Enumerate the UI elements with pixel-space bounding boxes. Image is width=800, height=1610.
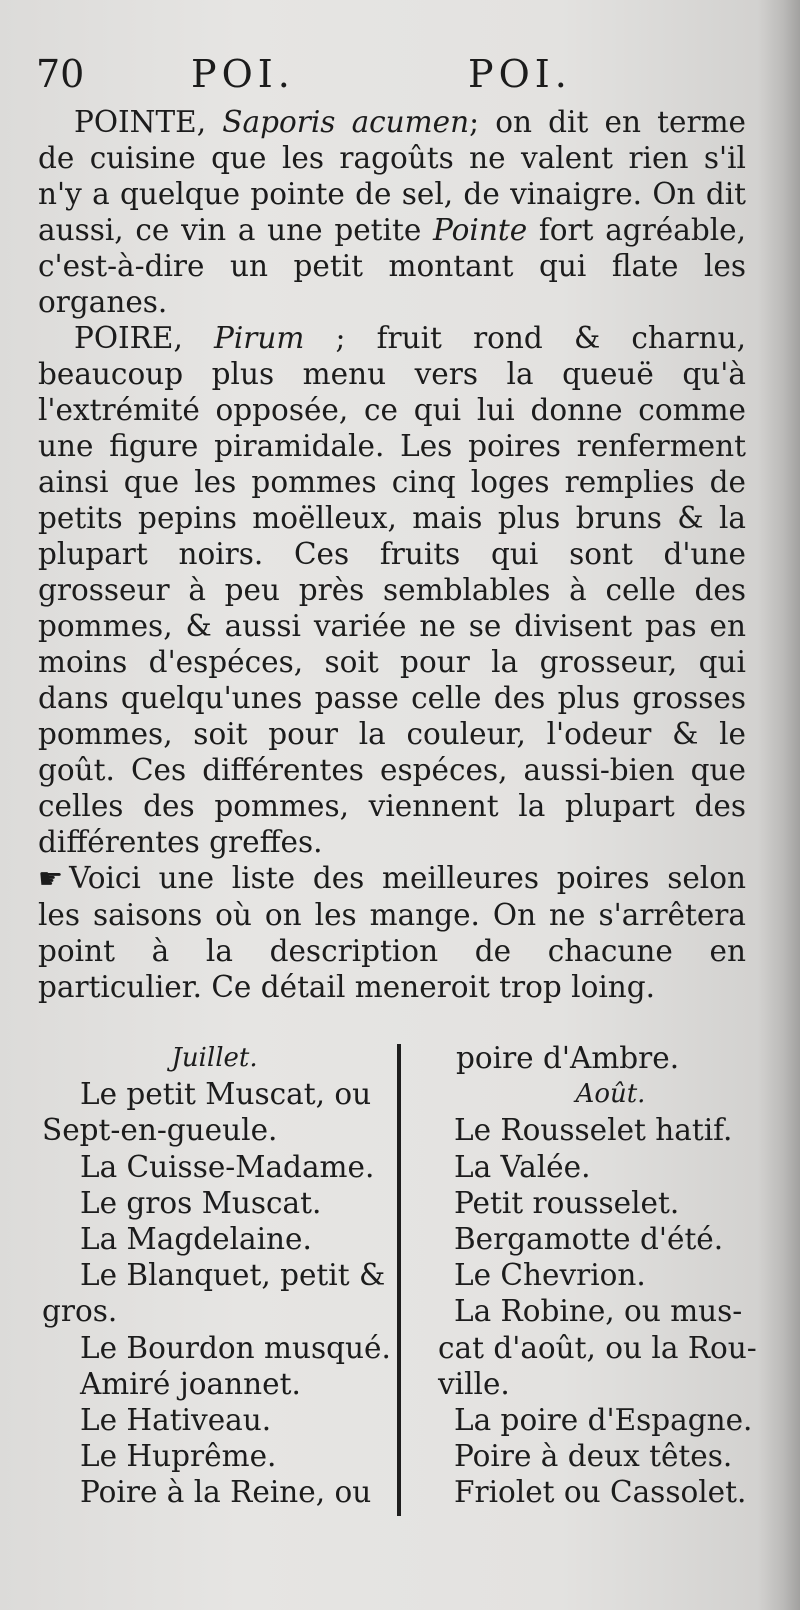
note-text: Voici une liste des meilleures poires selon les saisons où on les mange. On ne s'arrêtera point à la description de chacune en particulier. Ce détail meneroit trop loing. — [38, 861, 746, 1004]
list-item: Bergamotte d'été. — [454, 1222, 724, 1257]
pointing-hand-icon: ☛ — [38, 862, 64, 895]
list-item: Petit rousselet. — [454, 1185, 680, 1220]
list-item: Poire à deux têtes. — [454, 1439, 733, 1474]
list-item: gros. — [42, 1294, 118, 1329]
list-item: Amiré joannet. — [80, 1366, 301, 1401]
pear-list-left-column — [42, 1040, 391, 1511]
list-item: cat d'août, ou la Rou- — [438, 1330, 757, 1365]
list-item: Le Bourdon musqué. — [80, 1330, 391, 1365]
running-head-right: POI. — [468, 52, 572, 96]
note-paragraph — [38, 860, 746, 1005]
entry-pointe: POINTE, Saporis acumen; on dit en terme de cuisine que les ragoûts ne valent rien s'il n'y a quelque pointe de sel, de vinaigre. On dit aussi, ce vin a une petite Pointe fort agréable, c'est-à-dire un petit montant qui flate les organes. — [38, 105, 746, 319]
list-heading: Juillet. — [171, 1043, 258, 1073]
list-item: ville. — [438, 1366, 510, 1401]
entry-text: ; fruit rond & charnu, beaucoup plus menu vers la queuë qu'à l'extrémité opposée, ce qui lui donne comme une figure piramidale. Les poires renferment ainsi que les pommes cinq loges remplies de petits pepins moëlleux, mais plus bruns & la plupart noirs. Ces fruits qui sont d'une grosseur à peu près semblables à celle des pommes, & aussi variée ne se divisent pas en moins d'espéces, soit pour la grosseur, qui dans quelqu'unes passe celle des plus grosses pommes, soit pour la couleur, l'odeur & le goût. Ces différentes espéces, aussi-bien que celles des pommes, viennent la plupart des différentes greffes. — [38, 321, 746, 859]
list-heading: Août. — [575, 1079, 646, 1110]
list-item: Le Chevrion. — [454, 1258, 646, 1293]
list-item: La Valée. — [454, 1149, 591, 1184]
body-text — [38, 104, 746, 1005]
list-item: Le Hativeau. — [80, 1403, 272, 1438]
latin-term: Pointe — [433, 213, 528, 247]
list-item: Poire à la Reine, ou — [80, 1475, 372, 1510]
headword-pointe: POINTE — [74, 105, 197, 139]
column-divider — [397, 1044, 401, 1516]
entry-text: ; on dit en terme de cuisine que les ragoûts ne valent rien s'il n'y a quelque pointe de sel, de vinaigre. On dit aussi, ce vin a une petite — [38, 105, 746, 247]
entry-text: fort agréable, c'est-à-dire un petit montant qui flate les organes. — [38, 213, 746, 319]
list-item: La poire d'Espagne. — [454, 1403, 753, 1438]
entry-poire: POIRE, Pirum ; fruit rond & charnu, beaucoup plus menu vers la queuë qu'à l'extrémité opposée, ce qui lui donne comme une figure piramidale. Les poires renferment ainsi que les pommes cinq loges remplies de petits pepins moëlleux, mais plus bruns & la plupart noirs. Ces fruits qui sont d'une grosseur à peu près semblables à celle des pommes, & aussi variée ne se divisent pas en moins d'espéces, soit pour la grosseur, qui dans quelqu'unes passe celle des plus grosses pommes, soit pour la couleur, l'odeur & le goût. Ces différentes espéces, aussi-bien que celles des pommes, viennent la plupart des différentes greffes. — [38, 321, 746, 859]
latin-term: Saporis acumen — [222, 105, 470, 139]
list-item: Le petit Muscat, ou — [80, 1077, 372, 1112]
list-item: La Magdelaine. — [80, 1222, 312, 1257]
pear-list-right-column — [438, 1040, 783, 1511]
headword-poire: POIRE — [74, 321, 174, 355]
list-item: Le Rousselet hatif. — [454, 1113, 733, 1148]
list-item: Sept-en-gueule. — [42, 1113, 278, 1148]
list-item: Friolet ou Cassolet. — [454, 1475, 747, 1510]
latin-term: Pirum — [213, 321, 305, 355]
list-item: Le Huprême. — [80, 1439, 277, 1474]
list-item: Le Blanquet, petit & — [80, 1258, 386, 1293]
list-item: poire d'Ambre. — [456, 1041, 680, 1075]
list-item: Le gros Muscat. — [80, 1185, 322, 1220]
page-header — [36, 52, 756, 102]
list-item: La Cuisse-Madame. — [80, 1149, 375, 1184]
page-number: 70 — [36, 52, 85, 96]
running-head-left: POI. — [191, 52, 295, 96]
list-item: La Robine, ou mus- — [454, 1294, 743, 1329]
